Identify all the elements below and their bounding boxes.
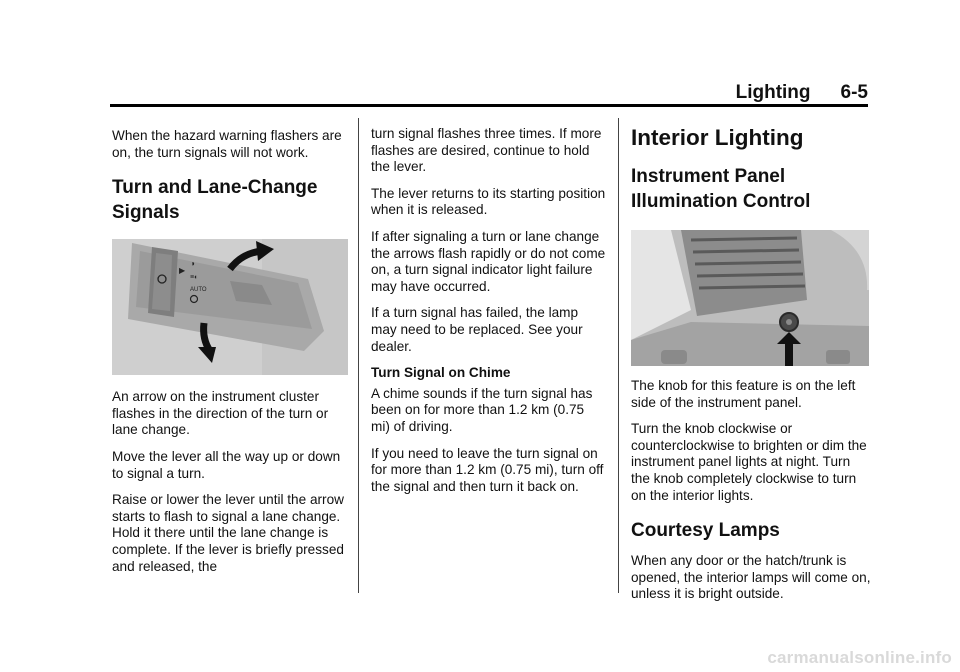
svg-text:◑: ◑ <box>190 259 195 269</box>
column-2 <box>371 126 606 505</box>
auto-label: AUTO <box>190 287 207 294</box>
turn-signal-p4: turn signal flashes three times. If more flashes are desired, continue to hold the lever. <box>371 126 602 175</box>
chime-p1: A chime sounds if the turn signal has been on for more than 1.2 km (0.75 mi) of driving. <box>371 385 593 434</box>
column-3 <box>631 124 871 613</box>
turn-signal-p6: If after signaling a turn or lane change the arrows flash rapidly or do not come on, a turn signal indicator light failure may have occurred. <box>371 228 606 294</box>
instrument-panel-figure <box>631 230 869 366</box>
dimmer-knob-icon <box>780 313 798 331</box>
heading-panel-control: Instrument Panel Illumination Control <box>631 166 811 212</box>
heading-turn-signals: Turn and Lane-Change Signals <box>112 177 318 224</box>
header-rule <box>110 104 868 107</box>
column-divider-1 <box>358 118 359 593</box>
heading-courtesy-lamps: Courtesy Lamps <box>631 520 780 542</box>
svg-text:≡◐: ≡◐ <box>190 274 199 282</box>
page-header <box>110 82 868 104</box>
svg-text:▶: ▶ <box>179 266 186 276</box>
turn-signal-p2: Move the lever all the way up or down to signal a turn. <box>112 448 341 481</box>
turn-signal-p3: Raise or lower the lever until the arrow starts to flash to signal a lane change. Hold it there until the lane change is complete. If the lever is briefly pressed and released, the <box>112 492 344 574</box>
page-number: 6-5 <box>840 82 868 103</box>
watermark: carmanualsonline.info <box>767 648 952 667</box>
turn-signal-p5: The lever returns to its starting position when it is released. <box>371 185 606 218</box>
chime-p2: If you need to leave the turn signal on for more than 1.2 km (0.75 mi), turn off the signal and then turn it back on. <box>371 445 604 494</box>
hazard-note: When the hazard warning flashers are on, the turn signals will not work. <box>112 128 342 160</box>
turn-signal-p1: An arrow on the instrument cluster flashes in the direction of the turn or lane change. <box>112 389 329 438</box>
heading-chime: Turn Signal on Chime <box>371 365 511 381</box>
heading-interior-lighting: Interior Lighting <box>631 125 804 150</box>
panel-p1: The knob for this feature is on the left side of the instrument panel. <box>631 378 856 410</box>
turn-signal-lever-figure <box>112 239 348 375</box>
panel-p2: Turn the knob clockwise or counterclockwise to brighten or dim the instrument panel lights at night. Turn the knob completely clockwise to turn on the interior lights. <box>631 421 867 503</box>
courtesy-p1: When any door or the hatch/trunk is opened, the interior lamps will come on, unless it is bright outside. <box>631 553 871 602</box>
column-divider-2 <box>618 118 619 593</box>
section-title: Lighting <box>735 82 811 103</box>
turn-signal-p7: If a turn signal has failed, the lamp may need to be replaced. See your dealer. <box>371 305 583 354</box>
column-1 <box>112 128 350 585</box>
